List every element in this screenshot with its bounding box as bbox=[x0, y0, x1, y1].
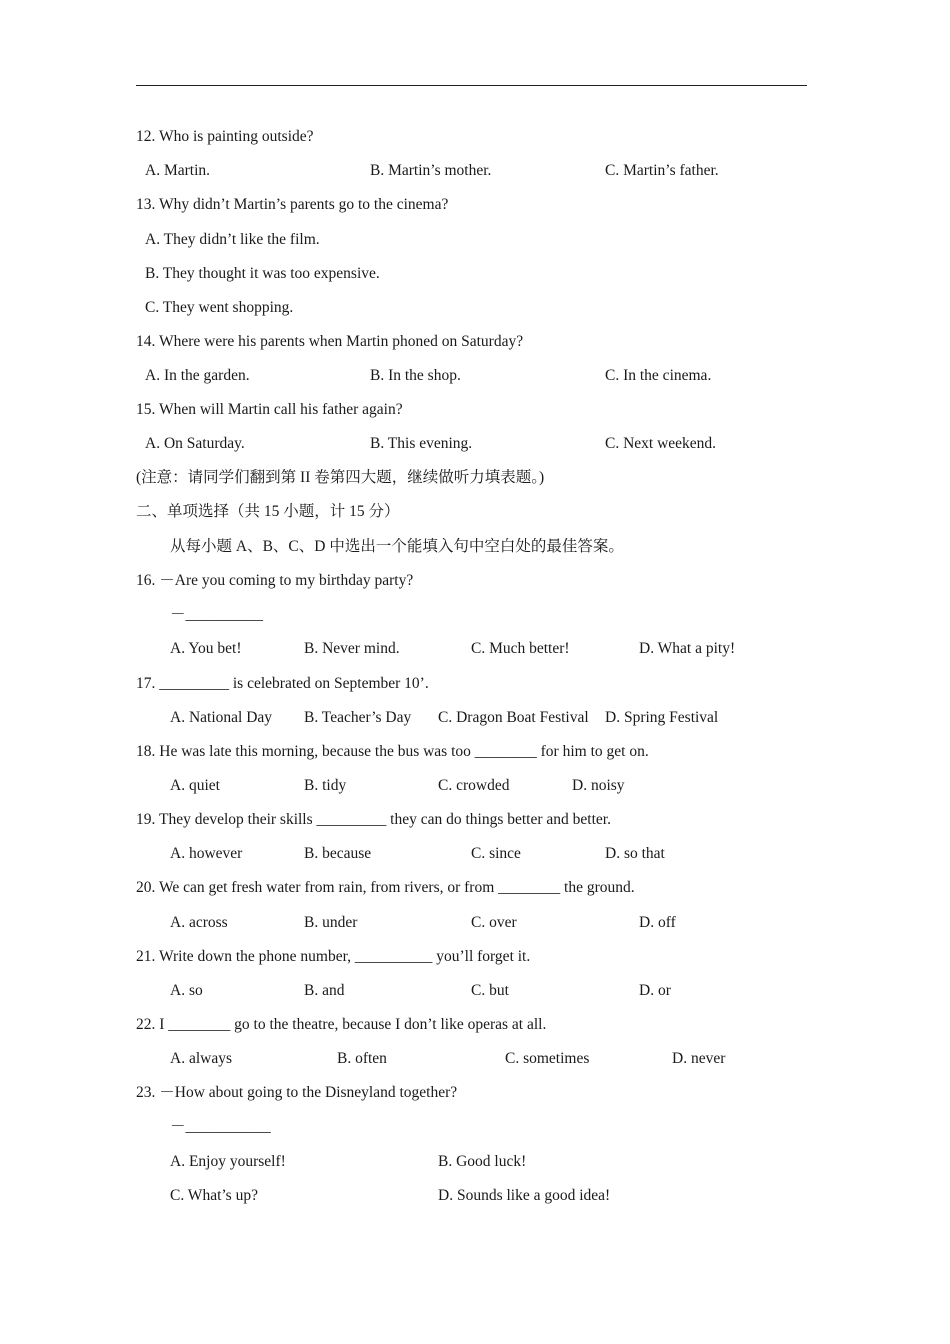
question-16-reply: －__________ bbox=[170, 606, 264, 623]
q20-option-d: D. off bbox=[639, 914, 676, 931]
q15-option-a: A. On Saturday. bbox=[145, 435, 245, 452]
q18-option-a: A. quiet bbox=[170, 777, 220, 794]
q12-option-b: B. Martin’s mother. bbox=[370, 162, 492, 179]
q21-option-d: D. or bbox=[639, 982, 671, 999]
q16-option-a: A. You bet! bbox=[170, 640, 242, 657]
q12-option-a: A. Martin. bbox=[145, 162, 211, 179]
question-18-stem: 18. He was late this morning, because the bus was too ________ for him to get on. bbox=[136, 743, 649, 760]
q21-option-b: B. and bbox=[304, 982, 345, 999]
question-20-stem: 20. We can get fresh water from rain, from rivers, or from ________ the ground. bbox=[136, 879, 635, 896]
q14-option-a: A. In the garden. bbox=[145, 367, 250, 384]
question-23-reply: －___________ bbox=[170, 1118, 271, 1135]
q16-option-c: C. Much better! bbox=[471, 640, 570, 657]
question-23-stem: 23. －How about going to the Disneyland together? bbox=[136, 1084, 458, 1101]
q16-option-d: D. What a pity! bbox=[639, 640, 736, 657]
q20-option-b: B. under bbox=[304, 914, 358, 931]
header-rule bbox=[136, 85, 807, 86]
listening-note: (注意：请同学们翻到第 II 卷第四大题，继续做听力填表题。) bbox=[136, 469, 545, 486]
q19-option-c: C. since bbox=[471, 845, 521, 862]
q23-option-c: C. What’s up? bbox=[170, 1187, 258, 1204]
question-13-stem: 13. Why didn’t Martin’s parents go to the cinema? bbox=[136, 196, 449, 213]
q21-option-c: C. but bbox=[471, 982, 509, 999]
q15-option-c: C. Next weekend. bbox=[605, 435, 717, 452]
question-22-stem: 22. I ________ go to the theatre, because I don’t like operas at all. bbox=[136, 1016, 547, 1033]
q17-option-a: A. National Day bbox=[170, 709, 273, 726]
q13-option-b: B. They thought it was too expensive. bbox=[145, 265, 380, 282]
question-17-stem: 17. _________ is celebrated on September 10’. bbox=[136, 675, 429, 692]
q23-option-a: A. Enjoy yourself! bbox=[170, 1153, 286, 1170]
q23-option-b: B. Good luck! bbox=[438, 1153, 527, 1170]
q17-option-d: D. Spring Festival bbox=[605, 709, 719, 726]
q19-option-b: B. because bbox=[304, 845, 372, 862]
section-2-instruction: 从每小题 A、B、C、D 中选出一个能填入句中空白处的最佳答案。 bbox=[170, 538, 624, 555]
question-12-stem: 12. Who is painting outside? bbox=[136, 128, 314, 145]
question-15-stem: 15. When will Martin call his father again? bbox=[136, 401, 403, 418]
q20-option-c: C. over bbox=[471, 914, 517, 931]
q14-option-c: C. In the cinema. bbox=[605, 367, 712, 384]
q22-option-d: D. never bbox=[672, 1050, 726, 1067]
q18-option-c: C. crowded bbox=[438, 777, 510, 794]
q22-option-c: C. sometimes bbox=[505, 1050, 590, 1067]
q17-option-c: C. Dragon Boat Festival bbox=[438, 709, 589, 726]
q21-option-a: A. so bbox=[170, 982, 203, 999]
q18-option-b: B. tidy bbox=[304, 777, 347, 794]
question-21-stem: 21. Write down the phone number, __________ you’ll forget it. bbox=[136, 948, 531, 965]
q16-option-b: B. Never mind. bbox=[304, 640, 400, 657]
q22-option-a: A. always bbox=[170, 1050, 232, 1067]
q20-option-a: A. across bbox=[170, 914, 228, 931]
question-16-stem: 16. －Are you coming to my birthday party? bbox=[136, 572, 414, 589]
q18-option-d: D. noisy bbox=[572, 777, 625, 794]
q22-option-b: B. often bbox=[337, 1050, 387, 1067]
q19-option-a: A. however bbox=[170, 845, 243, 862]
q15-option-b: B. This evening. bbox=[370, 435, 473, 452]
q13-option-c: C. They went shopping. bbox=[145, 299, 294, 316]
q13-option-a: A. They didn’t like the film. bbox=[145, 231, 320, 248]
section-2-title: 二、单项选择（共 15 小题，计 15 分） bbox=[136, 503, 400, 520]
q14-option-b: B. In the shop. bbox=[370, 367, 461, 384]
q23-option-d: D. Sounds like a good idea! bbox=[438, 1187, 611, 1204]
q19-option-d: D. so that bbox=[605, 845, 665, 862]
q12-option-c: C. Martin’s father. bbox=[605, 162, 719, 179]
question-19-stem: 19. They develop their skills _________ they can do things better and better. bbox=[136, 811, 611, 828]
question-14-stem: 14. Where were his parents when Martin phoned on Saturday? bbox=[136, 333, 524, 350]
q17-option-b: B. Teacher’s Day bbox=[304, 709, 412, 726]
